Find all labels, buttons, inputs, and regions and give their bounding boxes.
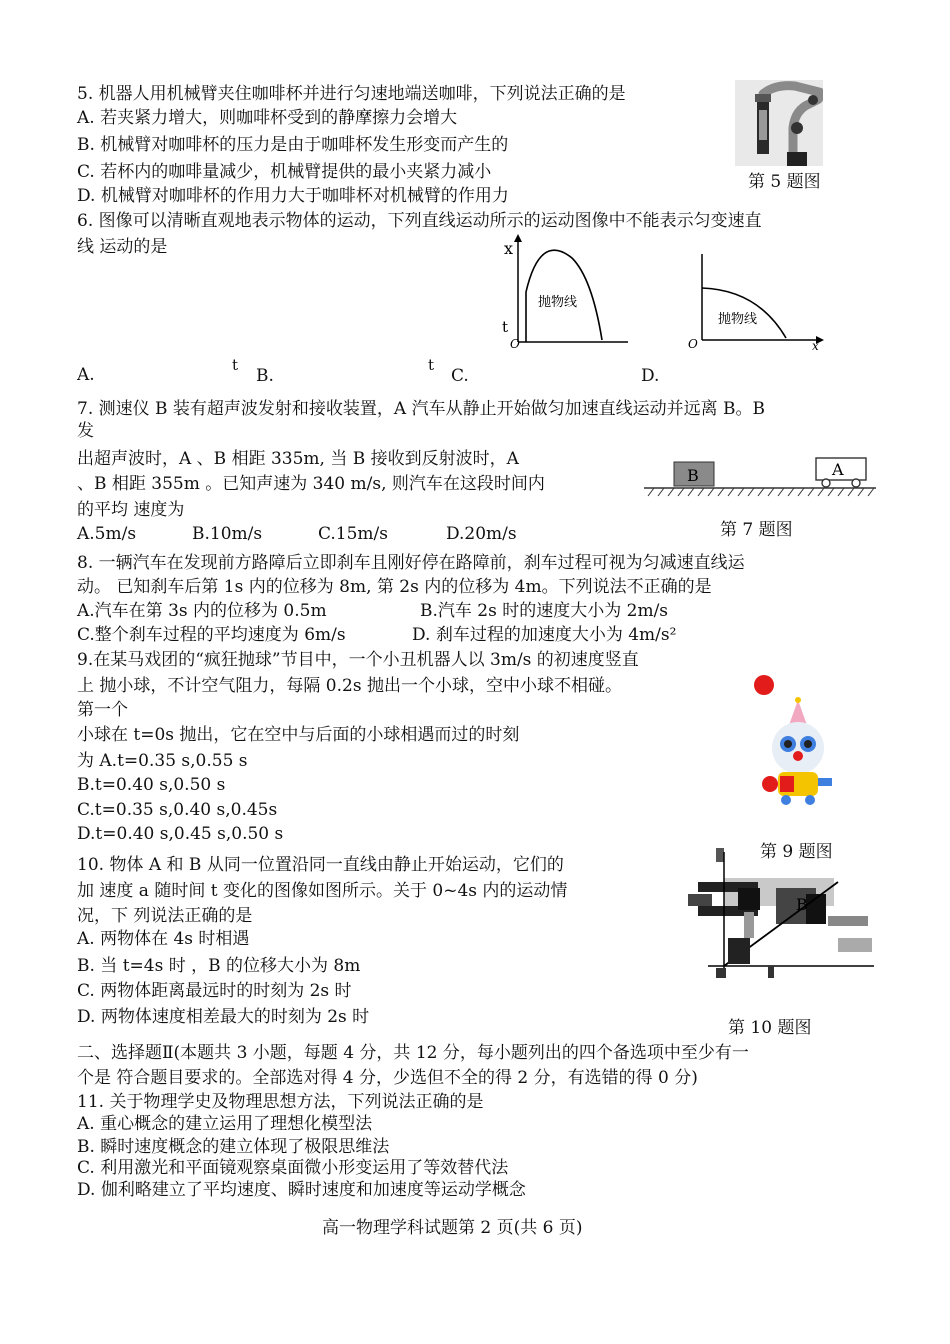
q8-line1: 8. 一辆汽车在发现前方路障后立即刹车且刚好停在路障前，刹车过程可视为匀减速直线运 — [77, 553, 745, 573]
q5-option-d: D. 机械臂对咖啡杯的作用力大于咖啡杯对机械臂的作用力 — [77, 186, 509, 206]
q9-line3: 第一个 — [77, 700, 128, 720]
q10-line3: 况，下 列说法正确的是 — [77, 906, 253, 926]
q9-line4: 小球在 t=0s 抛出，它在空中与后面的小球相遇而过的时刻 — [77, 725, 520, 745]
q10-option-c: C. 两物体距离最远时的时刻为 2s 时 — [77, 981, 352, 1001]
q5-caption: 第 5 题图 — [748, 172, 821, 192]
q11-option-d: D. 伽利略建立了平均速度、瞬时速度和加速度等运动学概念 — [77, 1180, 526, 1200]
q11-stem: 11. 关于物理学史及物理思想方法，下列说法正确的是 — [77, 1092, 484, 1112]
q7-line3: 出超声波时，A 、B 相距 335m, 当 B 接收到反射波时，A — [77, 449, 519, 469]
q9-line1: 9.在某马戏团的“疯狂抛球”节目中，一个小丑机器人以 3m/s 的初速度竖直 — [77, 650, 639, 670]
q7-option-c: C.15m/s — [318, 524, 389, 544]
q8-option-c: C.整个刹车过程的平均速度为 6m/s — [77, 625, 346, 645]
q6-option-b: B. — [256, 366, 274, 386]
q7-line5: 的平均 速度为 — [77, 500, 185, 520]
q7-line4: 、B 相距 355m 。已知声速为 340 m/s, 则汽车在这段时间内 — [77, 474, 545, 494]
q6-graph-d — [688, 250, 828, 350]
q9-caption: 第 9 题图 — [760, 842, 833, 862]
q6-stem-line2: 线 运动的是 — [77, 237, 168, 257]
graph-c-x-axis-label: t — [502, 318, 509, 336]
q6-stem-line1: 6. 图像可以清晰直观地表示物体的运动，下列直线运动所示的运动图像中不能表示匀变速直 — [77, 211, 762, 231]
q10-option-a: A. 两物体在 4s 时相遇 — [77, 929, 250, 949]
q5-option-a: A. 若夹紧力增大，则咖啡杯受到的静摩擦力会增大 — [77, 108, 458, 128]
section2-line2: 个是 符合题目要求的。全部选对得 4 分，少选但不全的得 2 分，有选错的得 0 分) — [77, 1068, 698, 1088]
clown-robot-figure — [748, 672, 844, 806]
page-footer: 高一物理学科试题第 2 页(共 6 页) — [322, 1218, 583, 1238]
q10-figure-label-b: B — [796, 895, 808, 914]
graph-c-curve-label: 抛物线 — [538, 294, 578, 309]
q10-figure — [688, 848, 878, 980]
q11-option-c: C. 利用激光和平面镜观察桌面微小形变运用了等效替代法 — [77, 1158, 509, 1178]
section2-line1: 二、选择题Ⅱ(本题共 3 小题，每题 4 分，共 12 分，每小题列出的四个备选项中至少有一 — [77, 1043, 749, 1063]
q8-option-a: A.汽车在第 3s 内的位移为 0.5m — [77, 601, 327, 621]
q6-option-c: C. — [451, 366, 469, 386]
q7-car-a-label: A — [832, 460, 844, 479]
q10-option-d: D. 两物体速度相差最大的时刻为 2s 时 — [77, 1007, 370, 1027]
q7-figure — [640, 454, 880, 502]
q8-option-b: B.汽车 2s 时的速度大小为 2m/s — [420, 601, 669, 621]
graph-c-y-axis-label: x — [504, 239, 514, 258]
q10-option-b: B. 当 t=4s 时 ，B 的位移大小为 8m — [77, 956, 361, 976]
q9-line2: 上 抛小球，不计空气阻力，每隔 0.2s 抛出一个小球，空中小球不相碰。 — [77, 676, 622, 696]
q5-stem: 5. 机器人用机械臂夹住咖啡杯并进行匀速地端送咖啡，下列说法正确的是 — [77, 84, 626, 104]
q8-line2: 动。 已知刹车后第 1s 内的位移为 8m, 第 2s 内的位移为 4m。下列说法不正确的是 — [77, 577, 712, 597]
q5-option-c: C. 若杯内的咖啡量减少，机械臂提供的最小夹紧力减小 — [77, 162, 492, 182]
q6-t-label-2: t — [428, 356, 435, 374]
graph-c-origin: O — [510, 337, 520, 351]
q10-caption: 第 10 题图 — [728, 1018, 812, 1038]
q6-option-d: D. — [641, 366, 660, 386]
graph-d-origin: O — [688, 337, 698, 350]
q7-option-d: D.20m/s — [446, 524, 517, 544]
q6-t-label-1: t — [232, 356, 239, 374]
q5-option-b: B. 机械臂对咖啡杯的压力是由于咖啡杯发生形变而产生的 — [77, 135, 509, 155]
robot-arm-figure — [735, 80, 823, 166]
q10-line2: 加 速度 a 随时间 t 变化的图像如图所示。关于 0~4s 内的运动情 — [77, 881, 568, 901]
q7-line1: 7. 测速仪 B 装有超声波发射和接收装置，A 汽车从静止开始做匀加速直线运动并远离 B。B — [77, 399, 765, 419]
q9-option-b: B.t=0.40 s,0.50 s — [77, 775, 226, 795]
q7-option-b: B.10m/s — [192, 524, 263, 544]
q6-option-a: A. — [77, 365, 95, 385]
graph-d-curve-label: 抛物线 — [718, 311, 758, 326]
graph-d-x-axis-label: x — [812, 339, 819, 350]
q7-caption: 第 7 题图 — [720, 520, 793, 540]
q10-line1: 10. 物体 A 和 B 从同一位置沿同一直线由静止开始运动，它们的 — [77, 855, 564, 875]
q7-option-a: A.5m/s — [77, 524, 137, 544]
q6-graph-c — [500, 232, 630, 352]
q9-option-c: C.t=0.35 s,0.40 s,0.45s — [77, 800, 278, 820]
q7-line2: 发 — [77, 421, 94, 441]
q8-option-d: D. 刹车过程的加速度大小为 4m/s² — [412, 625, 677, 645]
q11-option-a: A. 重心概念的建立运用了理想化模型法 — [77, 1114, 373, 1134]
q9-line5: 为 A.t=0.35 s,0.55 s — [77, 751, 248, 771]
q11-option-b: B. 瞬时速度概念的建立体现了极限思维法 — [77, 1137, 390, 1157]
q9-option-d: D.t=0.40 s,0.45 s,0.50 s — [77, 824, 284, 844]
q7-block-b-label: B — [687, 466, 699, 485]
